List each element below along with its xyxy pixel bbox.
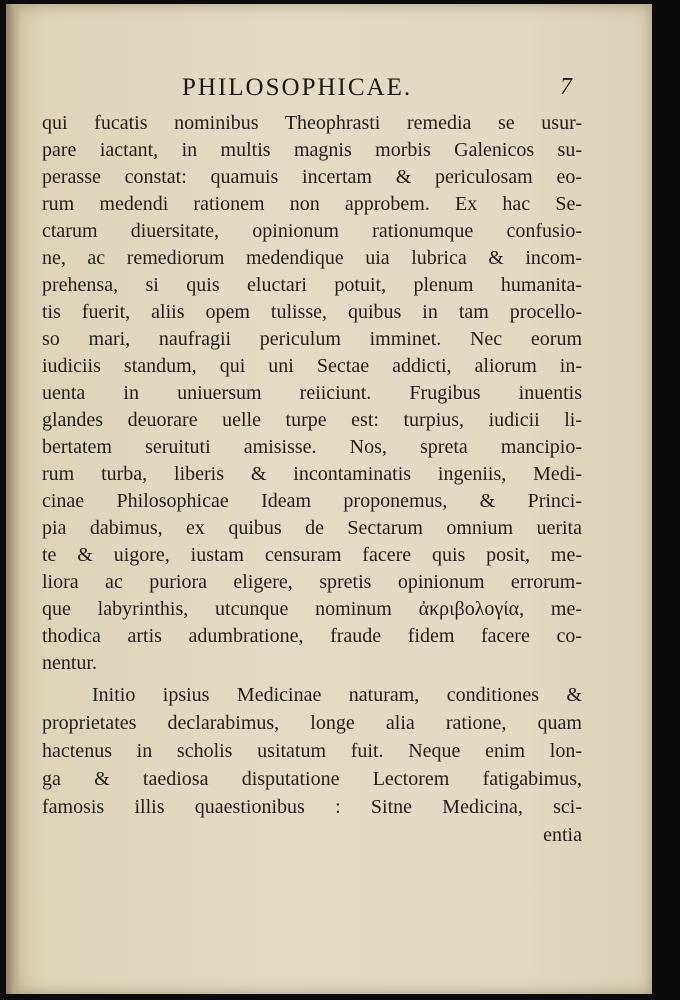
text-line: que labyrinthis, utcunque nominum ἀκριβολογία, me- [42,598,582,620]
text-line: perasse constat: quamuis incertam & periculosam eo- [42,166,582,188]
page-gutter-shadow [6,4,20,994]
running-head: PHILOSOPHICAE. [182,74,413,101]
text-line: prehensa, si quis eluctari potuit, plenum humanita- [42,274,582,296]
text-line: ne, ac remediorum medendique uia lubrica & incom- [42,247,582,269]
text-line: tis fuerit, aliis opem tulisse, quibus in tam procello- [42,301,582,323]
text-line: nentur. [42,652,97,674]
text-line: rum medendi rationem non approbem. Ex hac Se- [42,193,582,215]
book-page [6,4,652,994]
text-line: cinae Philosophicae Ideam proponemus, & Princi- [42,490,582,512]
text-line: liora ac puriora eligere, spretis opinionum errorum- [42,571,582,593]
text-line: famosis illis quaestionibus : Sitne Medicina, sci- [42,796,582,818]
text-line: te & uigore, iustam censuram facere quis posit, me- [42,544,582,566]
text-line: hactenus in scholis usitatum fuit. Neque enim lon- [42,740,582,762]
paragraph-first-line: Initio ipsius Medicinae naturam, conditiones & [92,684,582,706]
text-line: pare iactant, in multis magnis morbis Galenicos su- [42,139,582,161]
text-line: glandes deuorare uelle turpe est: turpius, iudicii li- [42,409,582,431]
page-header [6,74,652,108]
text-line: proprietates declarabimus, longe alia ratione, quam [42,712,582,734]
text-line: thodica artis adumbratione, fraude fidem facere co- [42,625,582,647]
text-line: rum turba, liberis & incontaminatis ingeniis, Medi- [42,463,582,485]
text-line: so mari, naufragii periculum imminet. Nec eorum [42,328,582,350]
text-line: ga & taediosa disputatione Lectorem fatigabimus, [42,768,582,790]
text-line: qui fucatis nominibus Theophrasti remedia se usur- [42,112,582,134]
text-line: iudiciis standum, qui uni Sectae addicti, aliorum in- [42,355,582,377]
text-line: uenta in uniuersum reiiciunt. Frugibus inuentis [42,382,582,404]
catchword: entia [543,824,582,846]
text-line: bertatem seruituti amisisse. Nos, spreta mancipio- [42,436,582,458]
text-line: pia dabimus, ex quibus de Sectarum omnium uerita [42,517,582,539]
page-number: 7 [560,74,572,100]
text-line: ctarum diuersitate, opinionum rationumque confusio- [42,220,582,242]
